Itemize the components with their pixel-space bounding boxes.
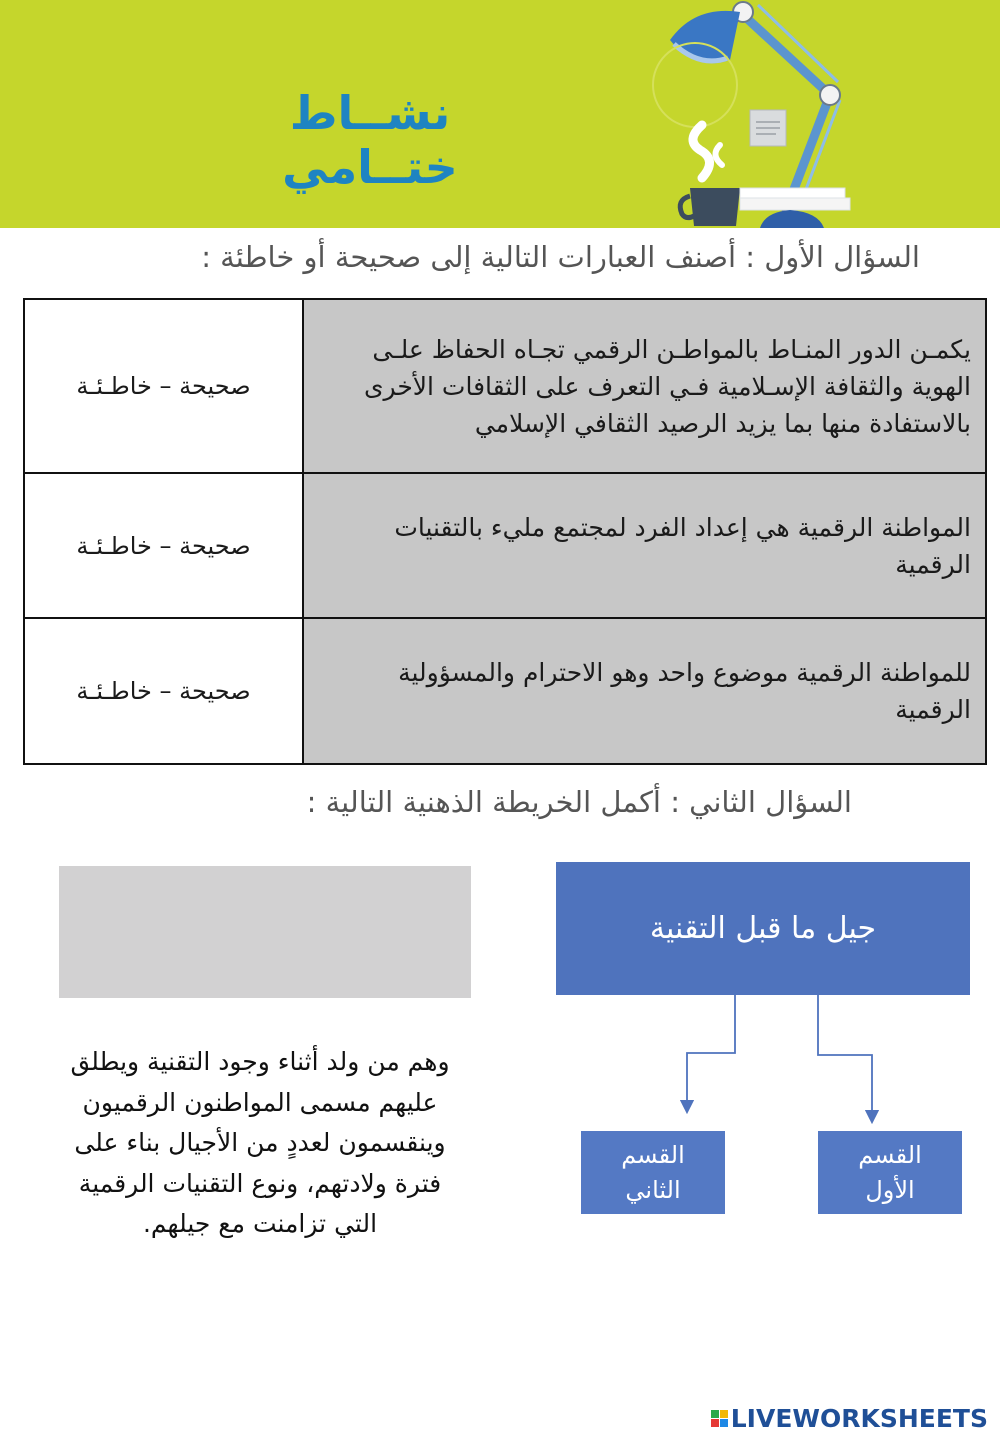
logo-icon (711, 1410, 728, 1427)
table-row (24, 473, 986, 618)
desk-lamp-illustration (640, 0, 870, 228)
statement-cell: المواطنة الرقمية هي إعداد الفرد لمجتمع مليء بالتقنيات الرقمية (303, 473, 986, 618)
node-label-line2: الأول (865, 1175, 915, 1204)
description-text: وهم من ولد أثناء وجود التقنية ويطلق عليهم مسمى المواطنون الرقميون وينقسمون لعددٍ من الأجيال بناء على فترة ولادتهم، ونوع التقنيات الرقمية التي تزامنت مع جيلهم. (70, 1047, 450, 1238)
question-2-title: السؤال الثاني : أكمل الخريطة الذهنية التالية : (306, 785, 852, 819)
statement-cell: يكمـن الدور المنـاط بالمواطـن الرقمي تجـاه الحفاظ علـى الهوية والثقافة الإسـلامية فـي التعرف على الثقافات الأخرى بالاستفادة منها بما يزيد الرصيد الثقافي الإسلامي (303, 299, 986, 473)
page-title: نشــاط ختــامي (282, 86, 458, 194)
answer-choice-cell[interactable]: صحيحة – خاطـئـة (24, 473, 303, 618)
answer-choice-cell[interactable]: صحيحة – خاطـئـة (24, 299, 303, 473)
brand-name: LIVEWORKSHEETS (730, 1404, 988, 1433)
liveworksheets-logo (711, 1404, 988, 1433)
table-row (24, 299, 986, 473)
question-1-title: السؤال الأول : أصنف العبارات التالية إلى صحيحة أو خاطئة : (201, 240, 920, 274)
answer-box[interactable] (59, 866, 471, 998)
node-label-line1: القسم (621, 1140, 685, 1169)
answer-choice-cell[interactable]: صحيحة – خاطـئـة (24, 618, 303, 764)
header-banner (0, 0, 1000, 228)
table-row (24, 618, 986, 764)
node-label-line2: الثاني (625, 1175, 681, 1204)
mind-map-connectors (670, 995, 890, 1125)
mind-map-node-first-section (818, 1131, 962, 1214)
mind-map-main-node: جيل ما قبل التقنية (556, 862, 970, 995)
mind-map-node-second-section (581, 1131, 725, 1214)
statement-cell: للمواطنة الرقمية موضوع واحد وهو الاحترام والمسؤولية الرقمية (303, 618, 986, 764)
true-false-table (23, 298, 987, 765)
node-label-line1: القسم (858, 1140, 922, 1169)
